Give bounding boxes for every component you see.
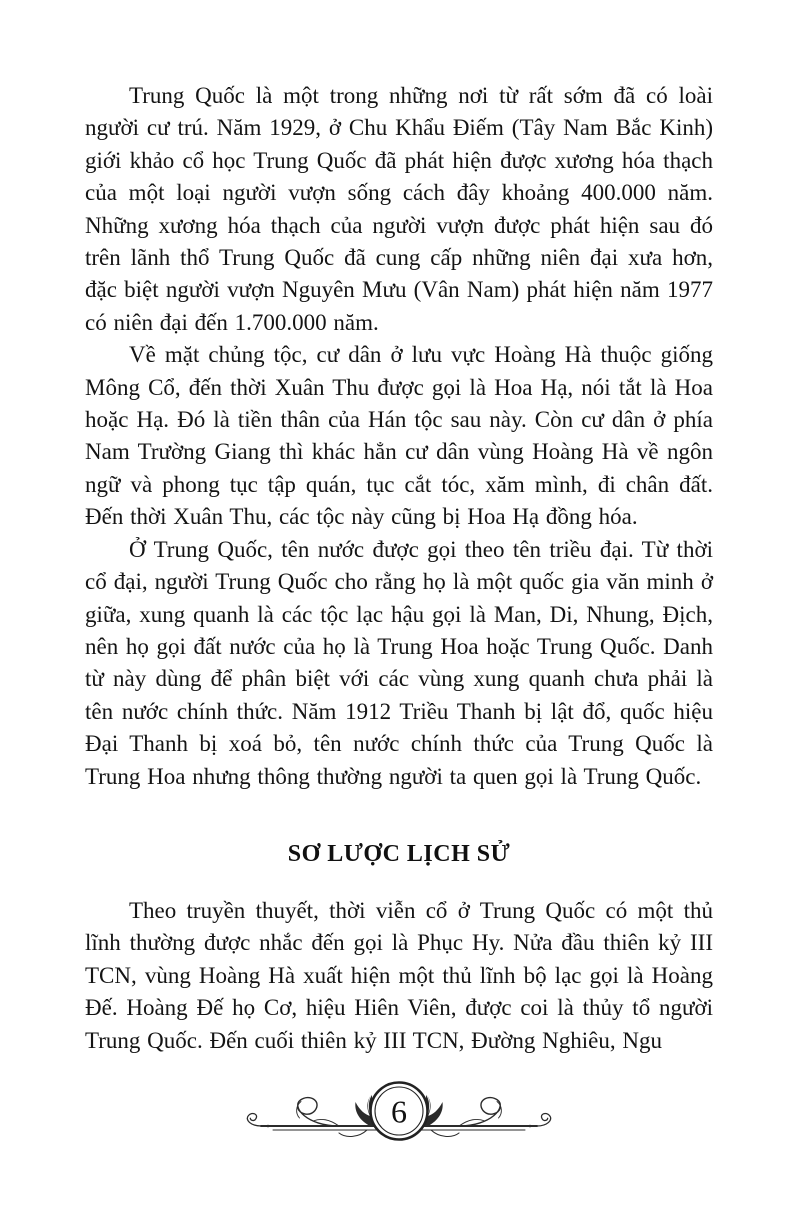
page-number: 6 <box>391 1093 407 1130</box>
paragraph-country-name: Ở Trung Quốc, tên nước được gọi theo tên triều đại. Từ thời cổ đại, người Trung Quốc cho rằng họ là một quốc gia văn minh ở giữa, xung quanh là các tộc lạc hậu gọi là Man, Di, Nhung, Địch, nên họ gọi đất nước của họ là Trung Hoa hoặc Trung Quốc. Danh từ này dùng để phân biệt với các vùng xung quanh chưa phải là tên nước chính thức. Năm 1912 Triều Thanh bị lật đổ, quốc hiệu Đại Thanh bị xoá bỏ, tên nước chính thức của Trung Quốc là Trung Hoa nhưng thông thường người ta quen gọi là Trung Quốc. <box>85 536 713 789</box>
paragraph-legend: Theo truyền thuyết, thời viễn cổ ở Trung Quốc có một thủ lĩnh thường được nhắc đến gọi là Phục Hy. Nửa đầu thiên kỷ III TCN, vùng Hoàng Hà xuất hiện một thủ lĩnh bộ lạc gọi là Hoàng Đế. Hoàng Đế họ Cơ, hiệu Hiên Viên, được coi là thủy tổ người Trung Quốc. Đến cuối thiên kỷ III TCN, Đường Nghiêu, Ngu <box>85 897 713 1053</box>
page-body <box>85 80 713 1057</box>
footer-ornament <box>239 1074 559 1152</box>
section-heading: SƠ LƯỢC LỊCH SỬ <box>287 840 511 867</box>
paragraph-ethnicity: Về mặt chủng tộc, cư dân ở lưu vực Hoàng Hà thuộc giống Mông Cổ, đến thời Xuân Thu được gọi là Hoa Hạ, nói tắt là Hoa hoặc Hạ. Đó là tiền thân của Hán tộc sau này. Còn cư dân ở phía Nam Trường Giang thì khác hẳn cư dân vùng Hoàng Hà về ngôn ngữ và phong tục tập quán, tục cắt tóc, xăm mình, đi chân đất. Đến thời Xuân Thu, các tộc này cũng bị Hoa Hạ đồng hóa. <box>85 342 713 530</box>
page-footer <box>0 1074 798 1152</box>
paragraph-origins: Trung Quốc là một trong những nơi từ rất sớm đã có loài người cư trú. Năm 1929, ở Chu Khẩu Điếm (Tây Nam Bắc Kinh) giới khảo cổ học Trung Quốc đã phát hiện được xương hóa thạch của một loại người vượn sống cách đây khoảng 400.000 năm. Những xương hóa thạch của người vượn được phát hiện sau đó trên lãnh thổ Trung Quốc đã cung cấp những niên đại xưa hơn, đặc biệt người vượn Nguyên Mưu (Vân Nam) phát hiện năm 1977 có niên đại đến 1.700.000 năm. <box>85 83 713 335</box>
